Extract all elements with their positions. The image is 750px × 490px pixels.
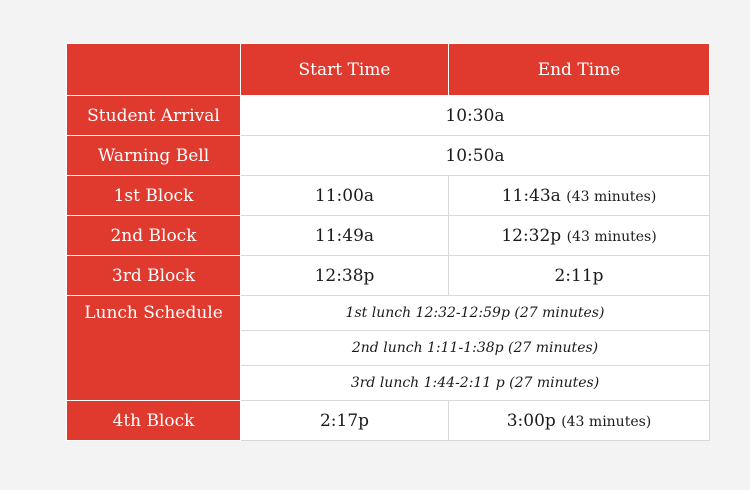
header-corner-cell: [67, 44, 241, 96]
bell-schedule-table: [66, 43, 710, 441]
row-warning-bell: [67, 136, 710, 176]
end-time: 2:11p: [449, 256, 710, 296]
start-time: 12:38p: [241, 256, 449, 296]
row-lunch-1: [67, 296, 710, 331]
duration-note: (43 minutes): [566, 188, 657, 205]
row-student-arrival: [67, 96, 710, 136]
row-label: Lunch Schedule: [67, 296, 241, 401]
start-time: 2:17p: [241, 401, 449, 441]
warning-time: 10:50a: [241, 136, 710, 176]
row-label: 2nd Block: [67, 216, 241, 256]
end-time-cell: [449, 176, 710, 216]
row-label: Warning Bell: [67, 136, 241, 176]
row-2nd-block: [67, 216, 710, 256]
lunch-slot: 2nd lunch 1:11-1:38p (27 minutes): [241, 331, 710, 366]
header-start-time: Start Time: [241, 44, 449, 96]
row-1st-block: [67, 176, 710, 216]
header-end-time: End Time: [449, 44, 710, 96]
row-label: 1st Block: [67, 176, 241, 216]
end-time-cell: [449, 216, 710, 256]
row-label: 3rd Block: [67, 256, 241, 296]
row-4th-block: [67, 401, 710, 441]
header-row: [67, 44, 710, 96]
end-time: 12:32p: [501, 225, 562, 246]
duration-note: (43 minutes): [561, 413, 652, 430]
lunch-slot: 1st lunch 12:32-12:59p (27 minutes): [241, 296, 710, 331]
arrival-time: 10:30a: [241, 96, 710, 136]
start-time: 11:49a: [241, 216, 449, 256]
duration-note: (43 minutes): [566, 228, 657, 245]
start-time: 11:00a: [241, 176, 449, 216]
row-label: 4th Block: [67, 401, 241, 441]
lunch-slot: 3rd lunch 1:44-2:11 p (27 minutes): [241, 366, 710, 401]
row-label: Student Arrival: [67, 96, 241, 136]
end-time: 11:43a: [501, 185, 561, 206]
end-time-cell: [449, 401, 710, 441]
row-3rd-block: [67, 256, 710, 296]
end-time: 3:00p: [506, 410, 556, 431]
